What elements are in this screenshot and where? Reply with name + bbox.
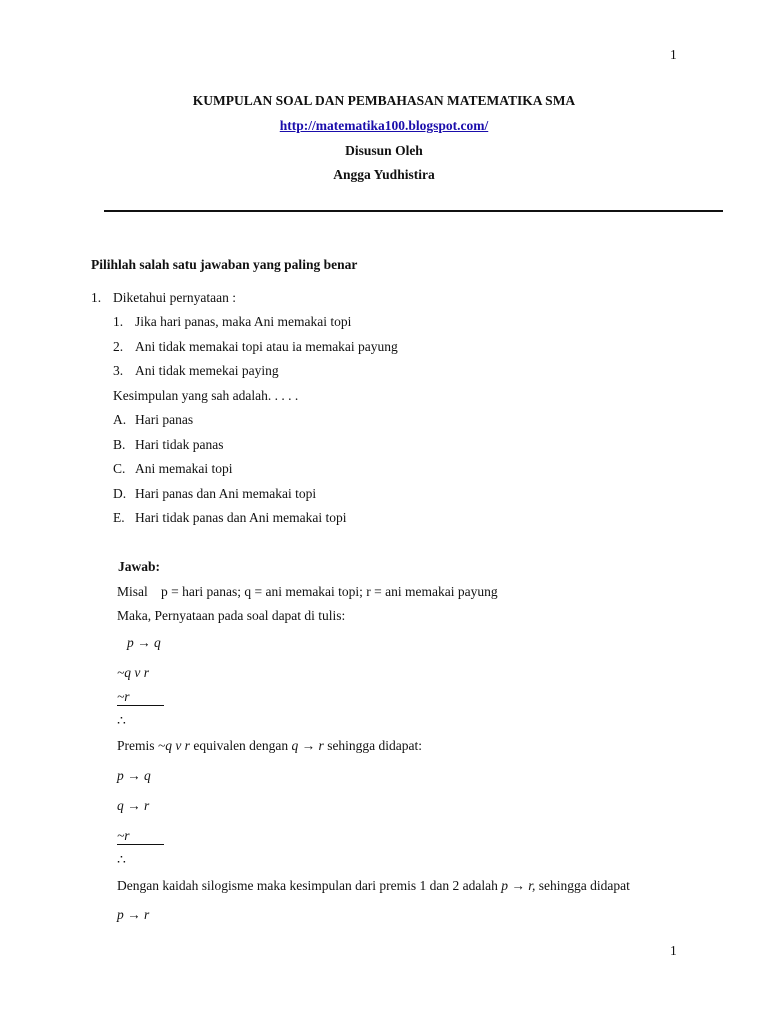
option-text: Hari panas bbox=[135, 412, 194, 427]
therefore-symbol: ∴ bbox=[117, 853, 126, 868]
kaidah-text: Dengan kaidah silogisme maka kesimpulan dari premis 1 dan 2 adalah bbox=[117, 878, 502, 893]
premise-expression-underlined bbox=[117, 689, 164, 706]
premis-expression: ~q v r bbox=[157, 738, 190, 753]
statement-text: Ani tidak memekai paying bbox=[135, 363, 279, 378]
premise-expression: p → q bbox=[117, 768, 151, 783]
option-letter: D. bbox=[113, 486, 127, 501]
premise-expression: p → q bbox=[127, 635, 161, 650]
premise-expression: ~q v r bbox=[117, 665, 150, 680]
therefore-symbol: ∴ bbox=[117, 714, 126, 729]
question-prompt: Kesimpulan yang sah adalah. . . . . bbox=[113, 388, 299, 403]
header-divider bbox=[104, 210, 723, 212]
instruction-text: Pilihlah salah satu jawaban yang paling benar bbox=[91, 257, 358, 272]
statement-number: 3. bbox=[113, 363, 124, 378]
page-number-top: 1 bbox=[670, 47, 677, 62]
option-letter: E. bbox=[113, 510, 125, 525]
option-text: Hari panas dan Ani memakai topi bbox=[135, 486, 317, 501]
premis-suffix: sehingga didapat: bbox=[323, 738, 423, 753]
answer-heading: Jawab: bbox=[118, 559, 161, 574]
misal-label: Misal bbox=[117, 584, 148, 599]
document-title: KUMPULAN SOAL DAN PEMBAHASAN MATEMATIKA SMA bbox=[192, 93, 576, 108]
premise-expression-underlined bbox=[117, 828, 164, 845]
page-number-bottom: 1 bbox=[670, 943, 677, 958]
premis-mid: equivalen dengan bbox=[189, 738, 292, 753]
blog-url-link[interactable]: http://matematika100.blogspot.com/ bbox=[279, 118, 489, 133]
premis-expression-equivalent: q → r bbox=[291, 738, 324, 753]
option-letter: B. bbox=[113, 437, 126, 452]
option-letter: A. bbox=[113, 412, 127, 427]
rewrite-sentence: Maka, Pernyataan pada soal dapat di tulis: bbox=[117, 608, 346, 623]
statement-number: 1. bbox=[113, 314, 124, 329]
option-text: Ani memakai topi bbox=[135, 461, 233, 476]
option-text: Hari tidak panas dan Ani memakai topi bbox=[135, 510, 347, 525]
kaidah-sentence bbox=[117, 878, 630, 894]
question-stem: Diketahui pernyataan : bbox=[113, 290, 236, 305]
author-name: Angga Yudhistira bbox=[333, 167, 435, 182]
statement-text: Jika hari panas, maka Ani memakai topi bbox=[135, 314, 352, 329]
url-link-wrapper bbox=[0, 118, 768, 134]
kaidah-suffix: sehingga didapat bbox=[535, 878, 630, 893]
premise-expression: q → r bbox=[117, 798, 150, 813]
compiled-by-label: Disusun Oleh bbox=[345, 143, 423, 158]
statement-text: Ani tidak memakai topi atau ia memakai payung bbox=[135, 339, 398, 354]
premise-expression: ~r bbox=[117, 689, 164, 706]
premis-prefix: Premis bbox=[117, 738, 158, 753]
premis-sentence bbox=[117, 738, 422, 754]
misal-definitions: p = hari panas; q = ani memakai topi; r = ani memakai payung bbox=[161, 584, 498, 599]
option-letter: C. bbox=[113, 461, 126, 476]
statement-number: 2. bbox=[113, 339, 124, 354]
question-number: 1. bbox=[91, 290, 102, 305]
final-conclusion: p → r bbox=[117, 907, 150, 922]
kaidah-expression: p → r, bbox=[501, 878, 536, 893]
premise-expression: ~r bbox=[117, 828, 164, 845]
option-text: Hari tidak panas bbox=[135, 437, 224, 452]
